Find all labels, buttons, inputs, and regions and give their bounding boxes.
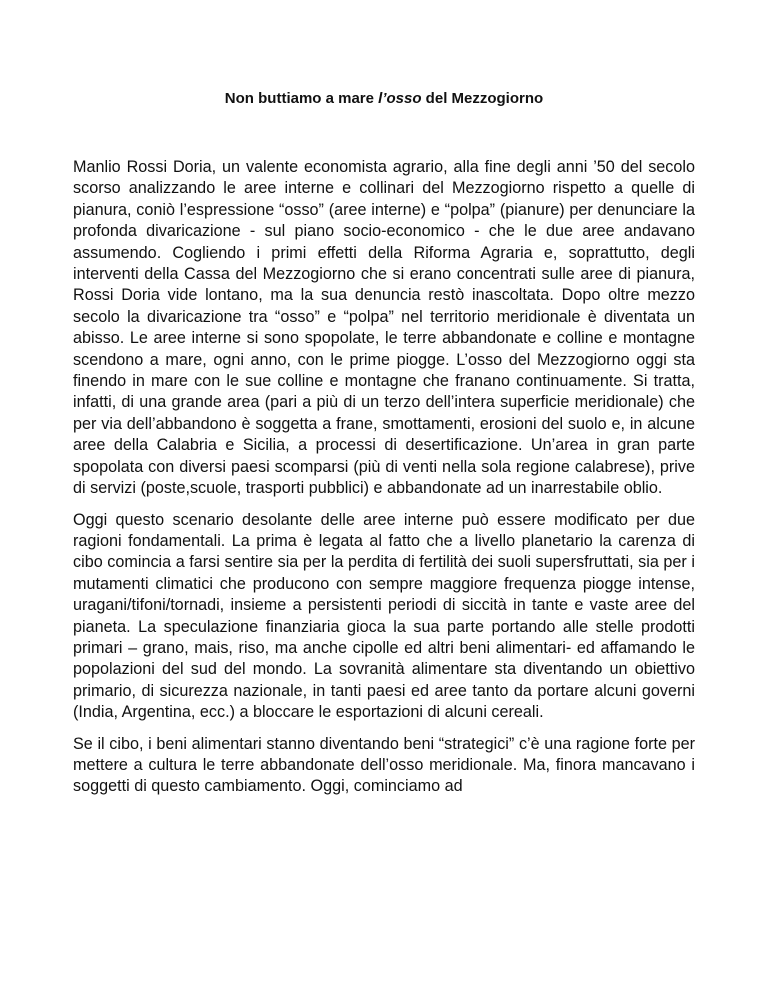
title-italic-word: l’osso: [378, 90, 422, 107]
title-text-end: del Mezzogiorno: [421, 90, 544, 107]
paragraph-1: Manlio Rossi Doria, un valente economista agrario, alla fine degli anni ’50 del secolo scorso analizzando le aree interne e collinari del Mezzogiorno rispetto a quelle di pianura, coniò l’espressione “osso” (aree interne) e “polpa” (pianure) per denunciare la profonda divaricazione - sul piano socio-economico - che le due aree andavano assumendo. Cogliendo i primi effetti della Riforma Agraria e, soprattutto, degli interventi della Cassa del Mezzogiorno che si erano concentrati sulle aree di pianura, Rossi Doria vide lontano, ma la sua denuncia restò inascoltata. Dopo oltre mezzo secolo la divaricazione tra “osso” e “polpa” nel territorio meridionale è diventata un abisso. Le aree interne si sono spopolate, le terre abbandonate e colline e montagne scendono a mare, ogni anno, con le prime piogge. L’osso del Mezzogiorno oggi sta finendo in mare con le sue colline e montagne che franano continuamente. Si tratta, infatti, di una grande area (pari a più di un terzo dell’intera superficie meridionale) che per via dell’abbandono è soggetta a frane, smottamenti, erosioni del suolo e, in alcune aree della Calabria e Sicilia, a processi di desertificazione. Un’area in gran parte spopolata con diversi paesi scomparsi (più di venti nella sola regione calabrese), prive di servizi (poste,scuole, trasporti pubblici) e abbandonate ad un inarrestabile oblio.: [73, 158, 695, 498]
title-text-start: Non buttiamo a mare: [224, 90, 379, 107]
paragraph-2: Oggi questo scenario desolante delle aree interne può essere modificato per due ragioni fondamentali. La prima è legata al fatto che a livello planetario la carenza di cibo comincia a farsi sentire sia per la perdita di fertilità dei suoli supersfruttati, sia per i mutamenti climatici che producono con sempre maggiore frequenza piogge intense, uragani/tifoni/tornadi, insieme a persistenti periodi di siccità in tante e vaste aree del pianeta. La speculazione finanziaria gioca la sua parte portando alle stelle prodotti primari – grano, mais, riso, ma anche cipolle ed altri beni alimentari- ed affamando le popolazioni del sud del mondo. La sovranità alimentare sta diventando un obiettivo primario, di sicurezza nazionale, in tanti paesi ed aree tanto da portare alcuni governi (India, Argentina, ecc.) a bloccare le esportazioni di alcuni cereali.: [73, 510, 695, 722]
document-page: [73, 0, 695, 798]
paragraph-3: Se il cibo, i beni alimentari stanno diventando beni “strategici” c’è una ragione forte per mettere a cultura le terre abbandonate dell’osso meridionale. Ma, finora mancavano i soggetti di questo cambiamento. Oggi, cominciamo ad: [73, 734, 695, 796]
document-title: [73, 0, 695, 109]
